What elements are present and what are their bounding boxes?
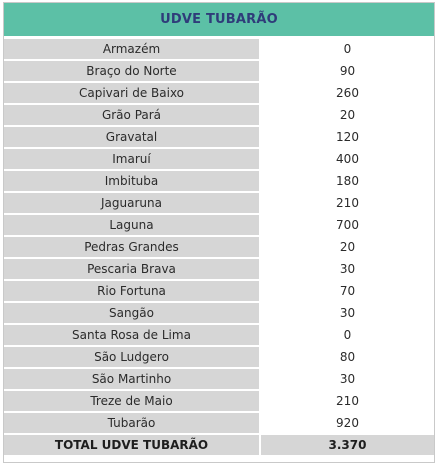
municipality-name: Braço do Norte <box>4 60 260 82</box>
table-title: UDVE TUBARÃO <box>4 3 434 36</box>
municipality-name: Tubarão <box>4 412 260 434</box>
table-row <box>4 280 434 302</box>
municipality-value: 20 <box>260 236 434 258</box>
table-row <box>4 302 434 324</box>
total-row <box>4 434 434 456</box>
municipality-value: 70 <box>260 280 434 302</box>
table-row <box>4 126 434 148</box>
municipality-name: Grão Pará <box>4 104 260 126</box>
table-row <box>4 346 434 368</box>
municipality-value: 260 <box>260 82 434 104</box>
municipality-name: São Ludgero <box>4 346 260 368</box>
table-row <box>4 390 434 412</box>
municipality-value: 30 <box>260 302 434 324</box>
municipality-value: 30 <box>260 368 434 390</box>
municipality-name: Laguna <box>4 214 260 236</box>
table-row <box>4 104 434 126</box>
table-row <box>4 39 434 60</box>
table-row <box>4 192 434 214</box>
municipality-name: Imbituba <box>4 170 260 192</box>
municipality-name: Imaruí <box>4 148 260 170</box>
total-label: TOTAL UDVE TUBARÃO <box>4 434 260 456</box>
municipality-value: 700 <box>260 214 434 236</box>
municipality-name: Treze de Maio <box>4 390 260 412</box>
table-body <box>4 39 434 456</box>
municipality-name: Jaguaruna <box>4 192 260 214</box>
municipality-name: Rio Fortuna <box>4 280 260 302</box>
table-row <box>4 148 434 170</box>
total-value: 3.370 <box>260 434 434 456</box>
table-row <box>4 412 434 434</box>
municipality-name: Gravatal <box>4 126 260 148</box>
table-row <box>4 170 434 192</box>
municipality-name: São Martinho <box>4 368 260 390</box>
municipality-value: 80 <box>260 346 434 368</box>
table-row <box>4 214 434 236</box>
table-row <box>4 258 434 280</box>
municipality-value: 180 <box>260 170 434 192</box>
municipality-value: 210 <box>260 390 434 412</box>
table-row <box>4 82 434 104</box>
table-row <box>4 236 434 258</box>
municipality-value: 30 <box>260 258 434 280</box>
municipality-name: Armazém <box>4 39 260 60</box>
udve-table-card <box>3 2 435 463</box>
municipality-value: 400 <box>260 148 434 170</box>
table-row <box>4 324 434 346</box>
municipality-name: Sangão <box>4 302 260 324</box>
municipality-table <box>4 39 434 457</box>
municipality-name: Santa Rosa de Lima <box>4 324 260 346</box>
municipality-value: 120 <box>260 126 434 148</box>
municipality-value: 0 <box>260 324 434 346</box>
municipality-value: 920 <box>260 412 434 434</box>
municipality-value: 20 <box>260 104 434 126</box>
table-row <box>4 60 434 82</box>
table-row <box>4 368 434 390</box>
municipality-value: 0 <box>260 39 434 60</box>
municipality-name: Pescaria Brava <box>4 258 260 280</box>
municipality-name: Capivari de Baixo <box>4 82 260 104</box>
municipality-name: Pedras Grandes <box>4 236 260 258</box>
municipality-value: 210 <box>260 192 434 214</box>
municipality-value: 90 <box>260 60 434 82</box>
